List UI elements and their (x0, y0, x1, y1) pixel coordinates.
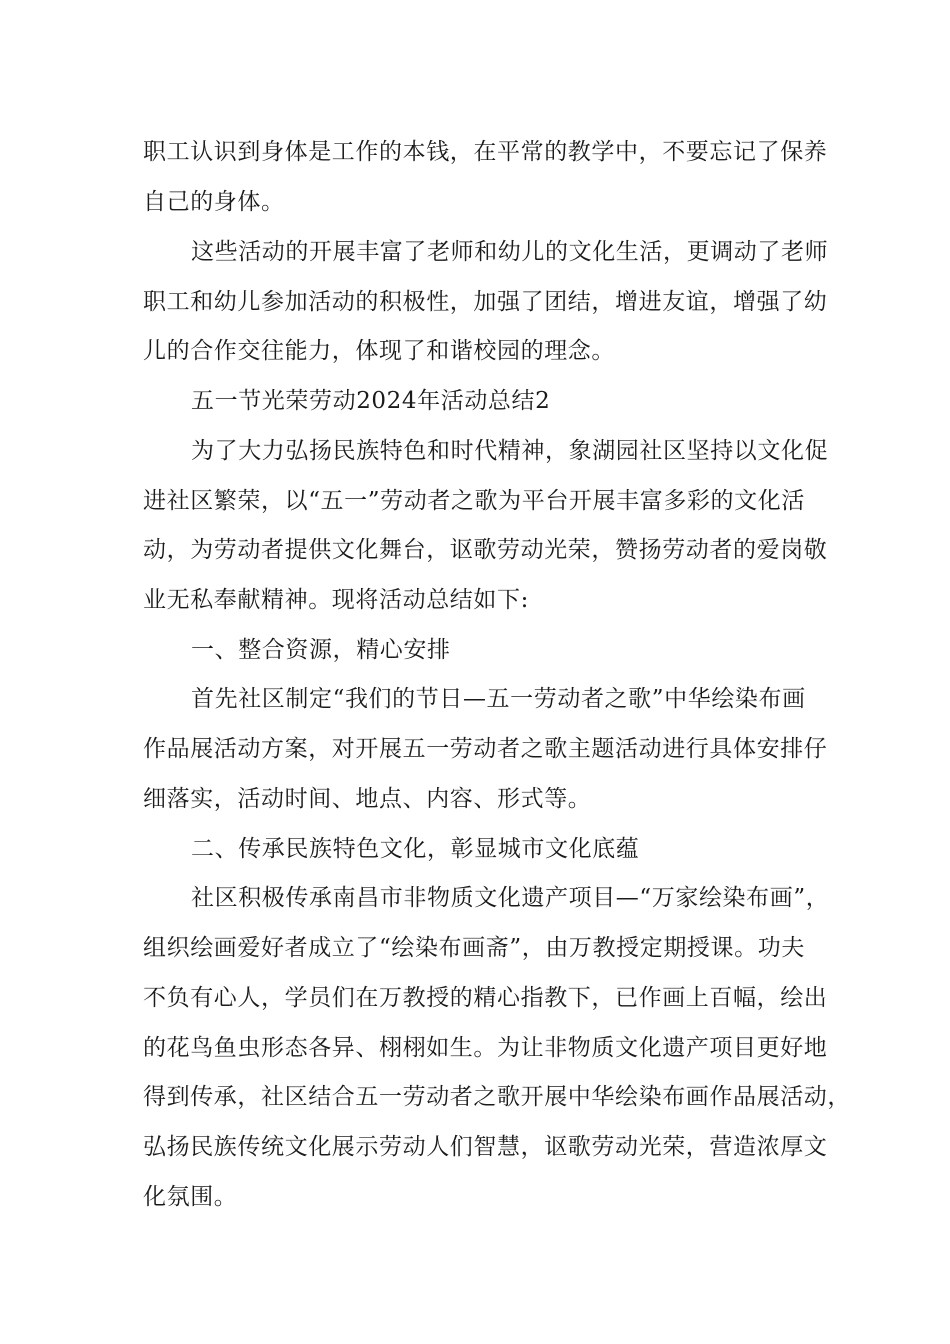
text-line: 弘扬民族传统文化展示劳动人们智慧，讴歌劳动光荣，营造浓厚文 (143, 1134, 828, 1160)
heading-one: 一、整合资源，精心安排 (191, 637, 451, 663)
text-line: 儿的合作交往能力，体现了和谐校园的理念。 (143, 338, 615, 364)
heading-two: 二、传承民族特色文化，彰显城市文化底蕴 (191, 836, 640, 862)
paragraph-start: 为了大力弘扬民族特色和时代精神，象湖园社区坚持以文化促 (191, 438, 829, 464)
text-line: 化氛围。 (143, 1184, 238, 1210)
text-line: 职工认识到身体是工作的本钱，在平常的教学中，不要忘记了保养 (143, 139, 828, 165)
text-line: 作品展活动方案，对开展五一劳动者之歌主题活动进行具体安排仔 (143, 736, 828, 762)
text-line: 职工和幼儿参加活动的积极性，加强了团结，增进友谊，增强了幼 (143, 289, 828, 315)
paragraph-start: 社区积极传承南昌市非物质文化遗产项目—“万家绘染布画”， (191, 885, 830, 911)
text-line: 进社区繁荣，以“五一”劳动者之歌为平台开展丰富多彩的文化活 (143, 488, 805, 514)
paragraph-start: 首先社区制定“我们的节日—五一劳动者之歌”中华绘染布画 (191, 686, 806, 712)
text-line: 动，为劳动者提供文化舞台，讴歌劳动光荣，赞扬劳动者的爱岗敬 (143, 537, 828, 563)
text-line: 业无私奉献精神。现将活动总结如下: (143, 587, 529, 613)
text-line: 得到传承，社区结合五一劳动者之歌开展中华绘染布画作品展活动， (143, 1084, 851, 1110)
text-line: 细落实，活动时间、地点、内容、形式等。 (143, 786, 592, 812)
section-title: 五一节光荣劳动2024年活动总结2 (191, 388, 551, 414)
text-line: 组织绘画爱好者成立了“绘染布画斋”，由万教授定期授课。功夫 (143, 935, 805, 961)
text-line: 自己的身体。 (143, 189, 285, 215)
paragraph-start: 这些活动的开展丰富了老师和幼儿的文化生活，更调动了老师 (191, 239, 829, 265)
text-line: 不负有心人，学员们在万教授的精心指教下，已作画上百幅，绘出 (143, 985, 828, 1011)
text-line: 的花鸟鱼虫形态各异、栩栩如生。为让非物质文化遗产项目更好地 (143, 1035, 828, 1061)
